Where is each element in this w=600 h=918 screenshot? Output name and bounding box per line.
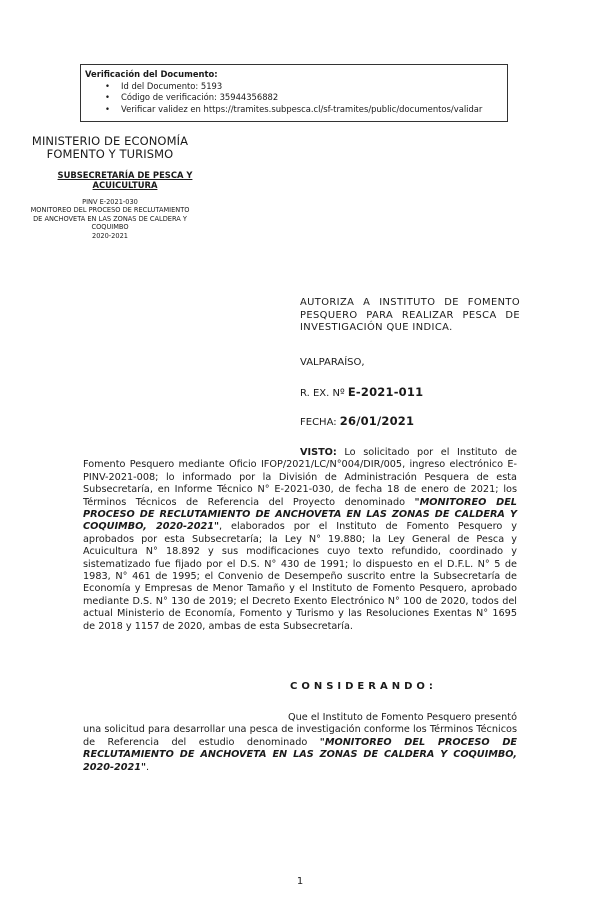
- resolution-summary: AUTORIZA A INSTITUTO DE FOMENTO PESQUERO PARA REALIZAR PESCA DE INVESTIGACIÓN QUE INDICA.: [300, 297, 520, 333]
- list-item[interactable]: [85, 104, 507, 116]
- list-item: • Id del Documento: 5193: [105, 80, 223, 91]
- verification-box: [80, 64, 508, 122]
- verification-title: Verificación del Documento:: [85, 69, 218, 79]
- page-number: 1: [296, 876, 304, 887]
- place: VALPARAÍSO,: [300, 357, 365, 368]
- verification-link[interactable]: Verificar validez en https://tramites.subpesca.cl/sf-tramites/public/documentos/validar: [121, 103, 483, 114]
- verification-list: [85, 81, 507, 116]
- considerando-paragraph: Que el Instituto de Fomento Pesquero presentó una solicitud para desarrollar una pesca de investigación conforme los Términos Técnicos de Referencia del estudio denominado "MONITOREO DEL PROCESO DE RECLUTAMIENTO DE ANCHOVETA EN LAS ZONAS DE CALDERA Y COQUIMBO, 2020-2021".: [83, 712, 517, 773]
- ministry-name: MINISTERIO DE ECONOMÍA FOMENTO Y TURISMO: [31, 134, 189, 161]
- subsecretaria-name: SUBSECRETARÍA DE PESCA Y ACUICULTURA: [57, 170, 193, 190]
- resolution-number: R. EX. Nº E-2021-011: [300, 385, 424, 399]
- project-reference: PINV E-2021-030 MONITOREO DEL PROCESO DE RECLUTAMIENTO DE ANCHOVETA EN LAS ZONAS DE CALDERA Y COQUIMBO 2020-2021: [30, 198, 190, 240]
- bullet-icon: •: [105, 103, 110, 114]
- considerando-heading: CONSIDERANDO:: [290, 681, 437, 692]
- visto-paragraph: VISTO: Lo solicitado por el Instituto de Fomento Pesquero mediante Oficio IFOP/2021/LC/N°004/DIR/005, ingreso electrónico E-PINV-2021-008; lo informado por la División de Administración Pesquera de esta Subsecretaría, en Informe Técnico N° E-2021-030, de fecha 18 de enero de 2021; los Términos Técnicos de Referencia del Proyecto denominado "MONITOREO DEL PROCESO DE RECLUTAMIENTO DE ANCHOVETA EN LAS ZONAS DE CALDERA Y COQUIMBO, 2020-2021", elaborados por el Instituto de Fomento Pesquero y aprobados por esta Subsecretaría; la Ley N° 19.880; la Ley General de Pesca y Acuicultura N° 18.892 y sus modificaciones cuyo texto refundido, coordinado y sistematizado fue fijado por el D.S. N° 430 de 1991; lo dispuesto en el D.F.L. N° 5 de 1983, N° 461 de 1995; el Convenio de Desempeño suscrito entre la Subsecretaría de Economía y Empresas de Menor Tamaño y el Instituto de Fomento Pesquero, aprobado mediante D.S. N° 130 de 2019; el Decreto Exento Electrónico N° 100 de 2020, todos del actual Ministerio de Economía, Fomento y Turismo y las Resoluciones Exentas N° 1695 de 2018 y 1157 de 2020, ambas de esta Subsecretaría.: [83, 447, 517, 632]
- resolution-date: FECHA: 26/01/2021: [300, 414, 415, 428]
- bullet-icon: •: [105, 80, 110, 91]
- bullet-icon: •: [105, 92, 110, 102]
- list-item: • Código de verificación: 35944356882: [105, 92, 279, 102]
